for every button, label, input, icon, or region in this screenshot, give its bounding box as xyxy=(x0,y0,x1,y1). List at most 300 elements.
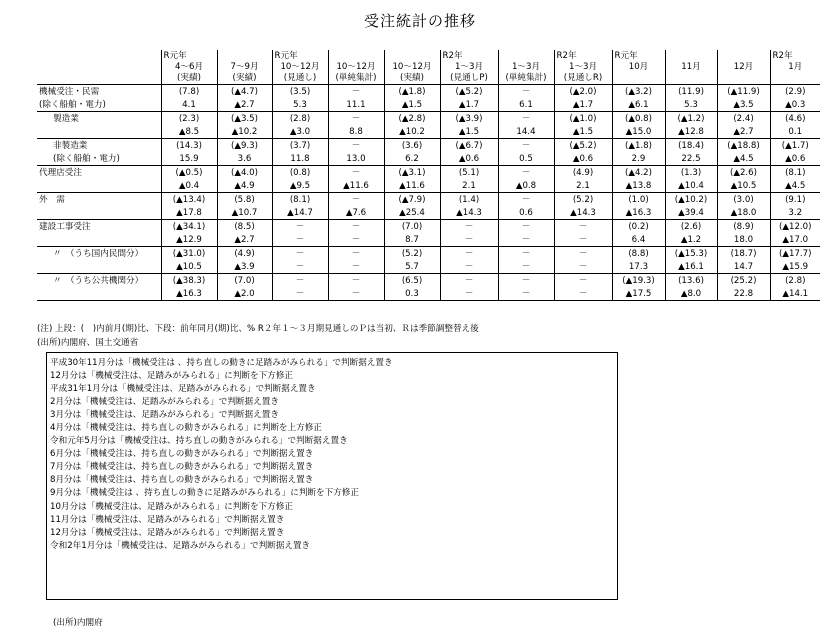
cell-mom-change: (8.1) xyxy=(272,193,328,207)
row-label-main: 非製造業 xyxy=(53,140,88,151)
row-label-sub: (除く船舶・電力) xyxy=(39,99,106,110)
cell-yoy-change: ▲8.5 xyxy=(161,125,217,139)
cell-yoy-change: ▲10.7 xyxy=(217,206,272,220)
cell-yoy-change: ▲17.0 xyxy=(770,233,820,247)
cell-yoy-change: ▲1.2 xyxy=(665,233,717,247)
cell-yoy-change: 4.1 xyxy=(161,98,217,112)
assessment-line: 10月分は「機械受注は、足踏みがみられる」に判断を下方修正 xyxy=(50,501,293,512)
cell-mom-change: － xyxy=(498,166,554,180)
cell-yoy-change: 6.1 xyxy=(498,98,554,112)
cell-yoy-change: 11.8 xyxy=(272,152,328,166)
cell-yoy-change: ▲15.0 xyxy=(612,125,665,139)
cell-mom-change: (▲1.0) xyxy=(554,112,612,126)
cell-mom-change: － xyxy=(498,220,554,234)
cell-yoy-change: 2.9 xyxy=(612,152,665,166)
cell-yoy-change: － xyxy=(498,260,554,274)
cell-mom-change: (▲19.3) xyxy=(612,274,665,288)
cell-yoy-change: ▲14.3 xyxy=(440,206,498,220)
assessment-line: 平成31年1月分は「機械受注は、足踏みがみられる」で判断据え置き xyxy=(50,384,316,395)
cell-yoy-change: ▲0.6 xyxy=(554,152,612,166)
cell-mom-change: (2.9) xyxy=(770,85,820,99)
row-label xyxy=(37,152,161,166)
cell-yoy-change: ▲3.5 xyxy=(717,98,770,112)
cell-mom-change: (14.3) xyxy=(161,139,217,153)
cell-mom-change: (8.1) xyxy=(770,166,820,180)
cell-yoy-change: ▲2.7 xyxy=(217,98,272,112)
cell-yoy-change: ▲4.5 xyxy=(770,179,820,193)
column-kind: (単純集計) xyxy=(505,73,547,83)
table-row xyxy=(37,260,820,274)
cell-yoy-change: ▲14.1 xyxy=(770,287,820,301)
assessment-line: 令和元年5月分は「機械受注は、持ち直しの動きがみられる」で判断据え置き xyxy=(50,436,348,447)
cell-yoy-change: 11.1 xyxy=(328,98,384,112)
cell-mom-change: － xyxy=(272,220,328,234)
cell-mom-change: (2.8) xyxy=(272,112,328,126)
assessment-line: 3月分は「機械受注は、足踏みがみられる」で判断据え置き xyxy=(50,410,279,421)
row-label-main: 機械受注・民需 xyxy=(39,86,100,97)
cell-yoy-change: ▲1.5 xyxy=(384,98,440,112)
cell-mom-change: (▲34.1) xyxy=(161,220,217,234)
column-era: R2年 xyxy=(442,51,463,61)
cell-yoy-change: － xyxy=(272,260,328,274)
table-row xyxy=(37,206,820,220)
column-period: 12月 xyxy=(733,62,754,72)
cell-mom-change: (7.0) xyxy=(384,220,440,234)
cell-yoy-change: ▲2.0 xyxy=(217,287,272,301)
column-era: R元年 xyxy=(163,51,187,61)
cell-yoy-change: ▲10.2 xyxy=(217,125,272,139)
cell-yoy-change: 6.2 xyxy=(384,152,440,166)
row-label-main: 〃 （うち国内民間分） xyxy=(53,248,144,259)
cell-yoy-change: ▲18.0 xyxy=(717,206,770,220)
cell-yoy-change: 14.4 xyxy=(498,125,554,139)
cell-mom-change: (3.6) xyxy=(384,139,440,153)
cell-yoy-change: ▲12.8 xyxy=(665,125,717,139)
row-label xyxy=(37,166,161,180)
column-era: R元年 xyxy=(614,51,638,61)
column-kind xyxy=(771,72,821,83)
cell-yoy-change: 0.6 xyxy=(498,206,554,220)
cell-yoy-change: ▲0.6 xyxy=(770,152,820,166)
column-period: 1～3月 xyxy=(454,62,484,72)
cell-mom-change: － xyxy=(498,193,554,207)
cell-mom-change: (▲0.8) xyxy=(612,112,665,126)
cell-mom-change: (2.8) xyxy=(770,274,820,288)
table-note: (注) 上段：( )内前月(期)比、下段：前年同月(期)比、% R２年１～３月期見通しのＰは当初、Ｒは季節調整替え後 xyxy=(37,324,479,334)
cell-mom-change: (▲0.5) xyxy=(161,166,217,180)
column-period: 7～9月 xyxy=(230,62,259,72)
column-header xyxy=(328,50,384,85)
cell-yoy-change: － xyxy=(554,287,612,301)
cell-yoy-change: ▲0.6 xyxy=(440,152,498,166)
assessment-line: 2月分は「機械受注は、足踏みがみられる」で判断据え置き xyxy=(50,397,279,408)
cell-yoy-change: ▲7.6 xyxy=(328,206,384,220)
cell-yoy-change: ▲10.2 xyxy=(384,125,440,139)
row-label-main: 外 需 xyxy=(39,194,65,205)
row-label-sub xyxy=(39,289,53,299)
cell-yoy-change: ▲0.8 xyxy=(498,179,554,193)
cell-yoy-change: ▲10.4 xyxy=(665,179,717,193)
row-label-sub: (除く船舶・電力) xyxy=(53,153,120,164)
cell-yoy-change: ▲9.5 xyxy=(272,179,328,193)
cell-mom-change: － xyxy=(328,112,384,126)
cell-yoy-change: ▲16.1 xyxy=(665,260,717,274)
cell-yoy-change: ▲25.4 xyxy=(384,206,440,220)
table-corner-cell xyxy=(37,50,161,85)
cell-mom-change: (25.2) xyxy=(717,274,770,288)
cell-yoy-change: 0.5 xyxy=(498,152,554,166)
cell-mom-change: (8.9) xyxy=(717,220,770,234)
table-row xyxy=(37,152,820,166)
column-era: R2年 xyxy=(556,51,577,61)
cell-mom-change: (13.6) xyxy=(665,274,717,288)
table-body xyxy=(37,85,820,301)
cell-yoy-change: － xyxy=(498,287,554,301)
cell-mom-change: (▲3.2) xyxy=(612,85,665,99)
cell-yoy-change: 6.4 xyxy=(612,233,665,247)
assessment-line: 12月分は「機械受注は、足踏みがみられる」に判断を下方修正 xyxy=(50,371,293,382)
column-kind: (実績) xyxy=(177,73,201,83)
assessment-history-box xyxy=(46,352,618,600)
cell-mom-change: (▲5.2) xyxy=(554,139,612,153)
cell-yoy-change: － xyxy=(498,233,554,247)
cell-yoy-change: － xyxy=(554,260,612,274)
table-row xyxy=(37,220,820,234)
cell-yoy-change: ▲1.7 xyxy=(440,98,498,112)
cell-mom-change: － xyxy=(328,139,384,153)
row-label-main: 建設工事受注 xyxy=(39,221,91,232)
cell-yoy-change: － xyxy=(554,233,612,247)
cell-yoy-change: ▲16.3 xyxy=(612,206,665,220)
cell-yoy-change: ▲4.9 xyxy=(217,179,272,193)
cell-yoy-change: － xyxy=(328,260,384,274)
cell-mom-change: (▲2.6) xyxy=(717,166,770,180)
cell-yoy-change: ▲8.0 xyxy=(665,287,717,301)
table-row xyxy=(37,193,820,207)
cell-mom-change: (5.1) xyxy=(440,166,498,180)
cell-mom-change: (▲38.3) xyxy=(161,274,217,288)
cell-yoy-change: － xyxy=(440,287,498,301)
table-row xyxy=(37,125,820,139)
table-row xyxy=(37,112,820,126)
cell-yoy-change: 15.9 xyxy=(161,152,217,166)
cell-mom-change: (3.5) xyxy=(272,85,328,99)
assessment-line: 平成30年11月分は「機械受注は 、持ち直しの動きに足踏みがみられる」で判断据え置き xyxy=(50,358,393,368)
column-period: 4～6月 xyxy=(174,62,204,72)
cell-mom-change: (5.2) xyxy=(554,193,612,207)
column-period: 10～12月 xyxy=(280,62,320,72)
cell-yoy-change: ▲10.5 xyxy=(161,260,217,274)
column-kind xyxy=(666,72,717,83)
cell-mom-change: (7.0) xyxy=(217,274,272,288)
cell-mom-change: (2.3) xyxy=(161,112,217,126)
column-period: 1～3月 xyxy=(568,62,598,72)
row-label xyxy=(37,220,161,234)
column-era xyxy=(218,50,272,61)
cell-yoy-change: ▲14.7 xyxy=(272,206,328,220)
cell-yoy-change: － xyxy=(328,233,384,247)
cell-mom-change: (▲11.9) xyxy=(717,85,770,99)
cell-mom-change: － xyxy=(328,85,384,99)
cell-yoy-change: － xyxy=(328,287,384,301)
column-header xyxy=(717,50,770,85)
column-period: 10月 xyxy=(628,62,649,72)
cell-yoy-change: 14.7 xyxy=(717,260,770,274)
row-label xyxy=(37,125,161,139)
row-label xyxy=(37,193,161,207)
column-era xyxy=(666,50,717,61)
column-header xyxy=(498,50,554,85)
row-label xyxy=(37,85,161,99)
cell-mom-change: (1.3) xyxy=(665,166,717,180)
table-row xyxy=(37,139,820,153)
assessment-line: 令和2年1月分は「機械受注は、足踏みがみられる」で判断据え置き xyxy=(50,540,311,551)
cell-mom-change: (▲15.3) xyxy=(665,247,717,261)
cell-yoy-change: ▲39.4 xyxy=(665,206,717,220)
assessment-line: 12月分は「機械受注は、足踏みがみられる」で判断据え置き xyxy=(50,527,285,538)
cell-mom-change: － xyxy=(328,274,384,288)
cell-yoy-change: － xyxy=(440,233,498,247)
cell-mom-change: (0.2) xyxy=(612,220,665,234)
column-header xyxy=(272,50,328,85)
assessment-line: 4月分は「機械受注は、持ち直しの動きがみられる」に判断を上方修正 xyxy=(50,423,322,434)
column-kind: (単純集計) xyxy=(335,73,377,83)
assessment-line: 9月分は「機械受注は 、持ち直しの動きに足踏みがみられる」に判断を下方修正 xyxy=(50,488,359,499)
cell-yoy-change: ▲17.8 xyxy=(161,206,217,220)
column-header xyxy=(612,50,665,85)
cell-mom-change: (9.1) xyxy=(770,193,820,207)
table-row xyxy=(37,274,820,288)
column-header xyxy=(161,50,217,85)
column-kind xyxy=(718,72,770,83)
cell-mom-change: － xyxy=(440,247,498,261)
column-kind xyxy=(613,72,665,83)
cell-yoy-change: － xyxy=(272,233,328,247)
box-source: (出所)内閣府 xyxy=(53,618,103,628)
row-label xyxy=(37,98,161,112)
assessment-line: 11月分は「機械受注は、足踏みがみられる」で判断据え置き xyxy=(50,514,285,525)
table-row xyxy=(37,98,820,112)
row-label-main: 〃 （うち公共機関分） xyxy=(53,275,144,286)
column-period: 1～3月 xyxy=(511,62,541,72)
cell-yoy-change: 8.7 xyxy=(384,233,440,247)
cell-mom-change: (▲7.9) xyxy=(384,193,440,207)
row-label xyxy=(37,233,161,247)
cell-mom-change: (18.4) xyxy=(665,139,717,153)
cell-yoy-change: ▲3.9 xyxy=(217,260,272,274)
column-header xyxy=(770,50,820,85)
table-source: (出所)内閣府、国土交通省 xyxy=(37,338,139,348)
cell-mom-change: (1.4) xyxy=(440,193,498,207)
column-era: R2年 xyxy=(772,51,793,61)
cell-yoy-change: ▲1.7 xyxy=(554,98,612,112)
cell-mom-change: － xyxy=(498,85,554,99)
cell-yoy-change: 0.1 xyxy=(770,125,820,139)
cell-mom-change: (▲1.8) xyxy=(612,139,665,153)
cell-mom-change: － xyxy=(498,274,554,288)
cell-yoy-change: 3.2 xyxy=(770,206,820,220)
cell-mom-change: (▲2.0) xyxy=(554,85,612,99)
cell-mom-change: (2.4) xyxy=(717,112,770,126)
cell-mom-change: － xyxy=(328,220,384,234)
cell-yoy-change: 18.0 xyxy=(717,233,770,247)
row-label xyxy=(37,206,161,220)
cell-mom-change: (▲6.7) xyxy=(440,139,498,153)
table-row xyxy=(37,233,820,247)
row-label xyxy=(37,112,161,126)
row-label-sub xyxy=(39,262,53,272)
cell-mom-change: (▲4.0) xyxy=(217,166,272,180)
cell-mom-change: (▲5.2) xyxy=(440,85,498,99)
cell-yoy-change: ▲3.0 xyxy=(272,125,328,139)
cell-yoy-change: 3.6 xyxy=(217,152,272,166)
cell-mom-change: (0.8) xyxy=(272,166,328,180)
cell-mom-change: － xyxy=(328,247,384,261)
cell-mom-change: (4.9) xyxy=(217,247,272,261)
table-header-row xyxy=(37,50,820,85)
cell-yoy-change: ▲13.8 xyxy=(612,179,665,193)
cell-mom-change: (▲3.1) xyxy=(384,166,440,180)
row-label xyxy=(37,260,161,274)
column-period: 10～12月 xyxy=(392,62,432,72)
cell-mom-change: － xyxy=(554,274,612,288)
cell-yoy-change: 5.3 xyxy=(272,98,328,112)
column-kind: (見通し) xyxy=(283,73,317,83)
cell-yoy-change: 0.3 xyxy=(384,287,440,301)
table-row xyxy=(37,179,820,193)
cell-mom-change: － xyxy=(554,247,612,261)
cell-mom-change: (4.6) xyxy=(770,112,820,126)
table-row xyxy=(37,247,820,261)
column-header xyxy=(554,50,612,85)
cell-yoy-change: ▲1.5 xyxy=(440,125,498,139)
column-period: 1月 xyxy=(788,62,803,72)
cell-mom-change: (▲17.7) xyxy=(770,247,820,261)
row-label xyxy=(37,139,161,153)
cell-mom-change: (▲3.5) xyxy=(217,112,272,126)
cell-mom-change: (3.0) xyxy=(717,193,770,207)
column-kind: (見通しR) xyxy=(563,73,603,83)
column-era xyxy=(385,50,440,61)
column-period: 11月 xyxy=(681,62,701,72)
column-era: R元年 xyxy=(274,51,298,61)
column-header xyxy=(440,50,498,85)
row-label xyxy=(37,287,161,301)
cell-yoy-change: 22.5 xyxy=(665,152,717,166)
assessment-line: 7月分は「機械受注は、持ち直しの動きがみられる」で判断据え置き xyxy=(50,462,314,473)
cell-yoy-change: 5.3 xyxy=(665,98,717,112)
cell-yoy-change: ▲10.5 xyxy=(717,179,770,193)
cell-mom-change: (▲1.2) xyxy=(665,112,717,126)
cell-yoy-change: ▲0.4 xyxy=(161,179,217,193)
column-kind: (見通しP) xyxy=(450,73,488,83)
cell-mom-change: (▲12.0) xyxy=(770,220,820,234)
column-header xyxy=(384,50,440,85)
cell-mom-change: (▲1.7) xyxy=(770,139,820,153)
assessment-line: 8月分は「機械受注は、持ち直しの動きがみられる」で判断据え置き xyxy=(50,475,314,486)
cell-mom-change: (2.6) xyxy=(665,220,717,234)
column-era xyxy=(499,50,554,61)
cell-yoy-change: 22.8 xyxy=(717,287,770,301)
cell-mom-change: (▲9.3) xyxy=(217,139,272,153)
cell-mom-change: － xyxy=(440,220,498,234)
cell-mom-change: (7.8) xyxy=(161,85,217,99)
row-label-sub xyxy=(39,127,53,137)
cell-yoy-change: ▲15.9 xyxy=(770,260,820,274)
column-header xyxy=(665,50,717,85)
cell-mom-change: － xyxy=(498,139,554,153)
cell-mom-change: (18.7) xyxy=(717,247,770,261)
row-label xyxy=(37,247,161,261)
cell-mom-change: (3.7) xyxy=(272,139,328,153)
table-row xyxy=(37,85,820,99)
cell-mom-change: － xyxy=(440,274,498,288)
cell-yoy-change: ▲2.7 xyxy=(717,125,770,139)
cell-mom-change: (▲13.4) xyxy=(161,193,217,207)
cell-mom-change: (8.5) xyxy=(217,220,272,234)
cell-yoy-change: 13.0 xyxy=(328,152,384,166)
cell-mom-change: (8.8) xyxy=(612,247,665,261)
cell-yoy-change: ▲4.5 xyxy=(717,152,770,166)
cell-mom-change: (6.5) xyxy=(384,274,440,288)
cell-yoy-change: ▲6.1 xyxy=(612,98,665,112)
cell-yoy-change: ▲16.3 xyxy=(161,287,217,301)
column-period: 10～12月 xyxy=(336,62,376,72)
cell-mom-change: (▲4.7) xyxy=(217,85,272,99)
cell-yoy-change: 2.1 xyxy=(554,179,612,193)
column-era xyxy=(718,50,770,61)
cell-mom-change: (11.9) xyxy=(665,85,717,99)
cell-mom-change: (5.8) xyxy=(217,193,272,207)
table-row xyxy=(37,166,820,180)
cell-yoy-change: 17.3 xyxy=(612,260,665,274)
cell-mom-change: － xyxy=(272,274,328,288)
cell-mom-change: (▲1.8) xyxy=(384,85,440,99)
row-label-main: 製造業 xyxy=(53,113,79,124)
cell-yoy-change: ▲1.5 xyxy=(554,125,612,139)
cell-mom-change: (4.9) xyxy=(554,166,612,180)
cell-yoy-change: － xyxy=(440,260,498,274)
cell-yoy-change: ▲0.3 xyxy=(770,98,820,112)
orders-statistics-table xyxy=(37,50,820,301)
assessment-line: 6月分は「機械受注は、持ち直しの動きがみられる」で判断据え置き xyxy=(50,449,314,460)
row-label xyxy=(37,179,161,193)
cell-yoy-change: ▲2.7 xyxy=(217,233,272,247)
cell-mom-change: － xyxy=(498,247,554,261)
cell-mom-change: (▲18.8) xyxy=(717,139,770,153)
cell-yoy-change: ▲17.5 xyxy=(612,287,665,301)
column-kind: (実績) xyxy=(400,73,424,83)
cell-yoy-change: － xyxy=(272,287,328,301)
cell-yoy-change: ▲12.9 xyxy=(161,233,217,247)
cell-mom-change: － xyxy=(328,166,384,180)
cell-yoy-change: 2.1 xyxy=(440,179,498,193)
row-label-main: 代理店受注 xyxy=(39,167,82,178)
cell-yoy-change: 8.8 xyxy=(328,125,384,139)
cell-mom-change: (▲31.0) xyxy=(161,247,217,261)
cell-yoy-change: ▲11.6 xyxy=(328,179,384,193)
cell-mom-change: － xyxy=(554,220,612,234)
cell-yoy-change: ▲14.3 xyxy=(554,206,612,220)
column-header xyxy=(217,50,272,85)
cell-mom-change: － xyxy=(272,247,328,261)
cell-mom-change: (▲4.2) xyxy=(612,166,665,180)
cell-mom-change: (▲2.8) xyxy=(384,112,440,126)
table-row xyxy=(37,287,820,301)
cell-mom-change: (5.2) xyxy=(384,247,440,261)
cell-mom-change: (▲3.9) xyxy=(440,112,498,126)
cell-yoy-change: ▲11.6 xyxy=(384,179,440,193)
